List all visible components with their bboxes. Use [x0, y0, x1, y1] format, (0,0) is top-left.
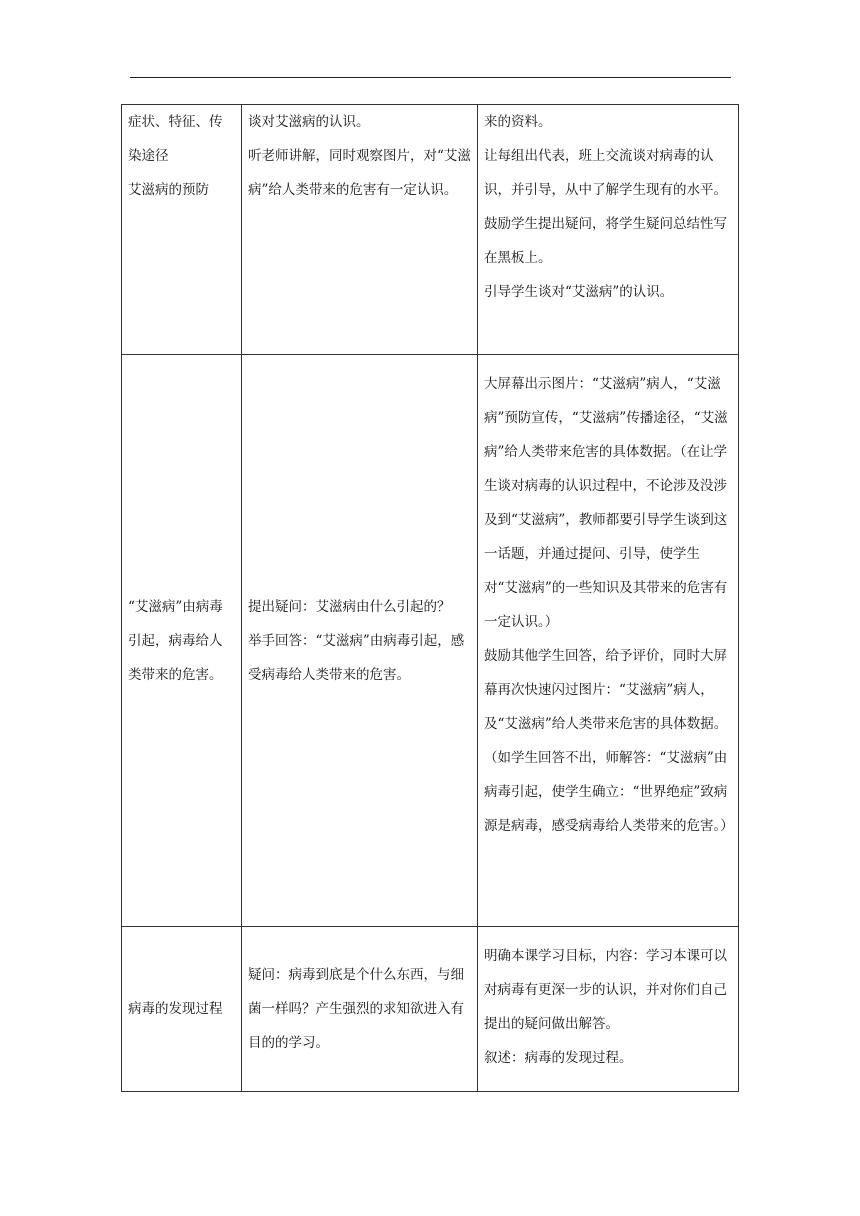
cell-text: 鼓励其他学生回答，给予评价，同时大屏幕再次快速闪过图片：“艾滋病”病人，及“艾滋病”给人类带来危害的具体数据。（如学生回答不出，师解答：“艾滋病”由病毒引起，使学生确立：“世界绝症”致病源是病毒，感受病毒给人类带来的危害。） — [484, 648, 734, 834]
cell-text: 叙述：病毒的发现过程。 — [484, 1050, 633, 1066]
cell-text: 让每组出代表，班上交流谈对病毒的认识，并引导，从中了解学生现有的水平。 — [484, 148, 727, 198]
cell-text: 听老师讲解，同时观察图片，对“艾滋病”给人类带来的危害有一定认识。 — [248, 148, 471, 198]
cell-text: 来的资料。 — [484, 114, 552, 130]
table-row — [122, 355, 739, 927]
cell-text: 疑问：病毒到底是个什么东西，与细菌一样吗？产生强烈的求知欲进入有目的的学习。 — [248, 967, 464, 1051]
cell-text: 提出疑问：艾滋病由什么引起的？ — [248, 598, 451, 615]
cell-text: 症状、特征、传染途径 — [128, 114, 223, 164]
cell-text: 明确本课学习目标，内容：学习本课可以对病毒有更深一步的认识，并对你们自己提出的疑问做出解答。 — [484, 948, 727, 1032]
table-row — [122, 927, 739, 1092]
cell-text: 艾滋病的预防 — [128, 182, 209, 198]
student-activity-cell — [242, 927, 478, 1092]
cell-text: 病毒的发现过程 — [128, 1001, 223, 1017]
teacher-activity-cell — [478, 105, 739, 355]
header-rule — [130, 77, 731, 78]
cell-text: 举手回答：“艾滋病”由病毒引起，感受病毒给人类带来的危害。 — [248, 632, 465, 683]
teacher-activity-cell — [478, 355, 739, 927]
lesson-plan-table — [121, 104, 739, 1092]
topic-cell — [122, 927, 242, 1092]
cell-text: 鼓励学生提出疑问，将学生疑问总结性写在黑板上。 — [484, 216, 727, 266]
topic-cell — [122, 105, 242, 355]
student-activity-cell — [242, 105, 478, 355]
cell-text: 谈对艾滋病的认识。 — [248, 114, 370, 130]
table-row — [122, 105, 739, 355]
cell-text: 引导学生谈对“艾滋病”的认识。 — [484, 284, 674, 300]
student-activity-cell — [242, 355, 478, 927]
cell-text: “艾滋病”由病毒引起，病毒给人类带来的危害。 — [128, 598, 223, 683]
teacher-activity-cell — [478, 927, 739, 1092]
cell-text: 大屏幕出示图片：“艾滋病”病人，“艾滋病”预防宣传，“艾滋病”传播途径，“艾滋病”给人类带来危害的具体数据。（在让学生谈对病毒的认识过程中，不论涉及没涉及到“艾滋病”，教师都要引导学生谈到这一话题，并通过提问、引导，使学生对“艾滋病”的一些知识及其带来的危害有一定认识。） — [484, 376, 728, 630]
topic-cell — [122, 355, 242, 927]
